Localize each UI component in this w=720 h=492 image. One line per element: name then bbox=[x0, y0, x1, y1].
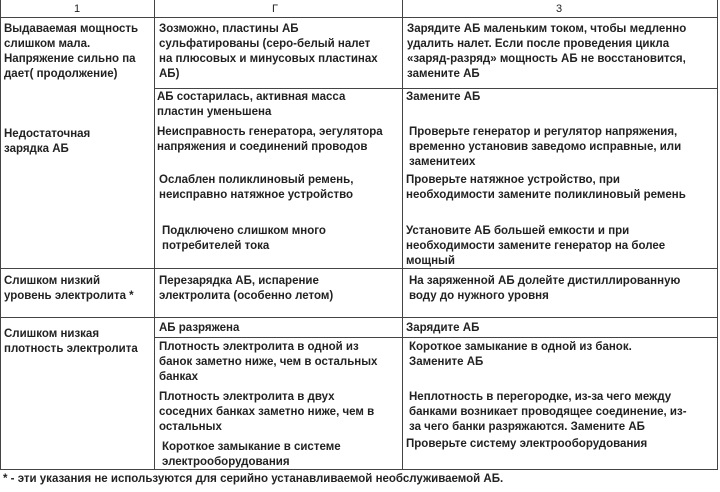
row-divider-power bbox=[154, 88, 718, 89]
column-divider-1 bbox=[154, 0, 155, 470]
column-divider-2 bbox=[402, 0, 403, 470]
remedy-charge-divider bbox=[402, 337, 718, 338]
cause-discharged: АБ разряжена bbox=[159, 322, 240, 334]
column-number-3: 3 bbox=[556, 3, 563, 15]
cause-short-circuit: Короткое замыкание в системе электрооборудования bbox=[162, 441, 341, 468]
symptom-low-density: Слишком низкая плотность электролита bbox=[4, 328, 138, 355]
header-divider bbox=[0, 17, 718, 18]
table-border-right bbox=[717, 0, 718, 470]
row-divider-low-level bbox=[0, 317, 718, 318]
remedy-check-electrical-system: Проверьте систему электрооборудования bbox=[406, 438, 648, 450]
remedy-partition-leak: Неплотность в перегородке, из-за чего между банками возникает проводящее соединение, из- за чего банки разряжаются. Замените АБ bbox=[409, 391, 687, 433]
cause-too-many-consumers: Подключено слишком много потребителей тока bbox=[162, 225, 326, 252]
footnote: * - эти указания не используются для серийно устанавливаемой необслуживаемой АБ. bbox=[3, 473, 504, 485]
cause-one-cell-low: Плотность электролита в одной из банок заметно ниже, чем в остальных банках bbox=[159, 341, 378, 383]
cause-two-cells-low: Плотность электролита в двух соседних банках заметно ниже, чем в остальных bbox=[159, 391, 375, 433]
column-number-2: Г bbox=[272, 3, 278, 15]
remedy-bigger-battery: Установите АБ большей емкости и при необходимости замените генератор на более мощный bbox=[406, 225, 666, 267]
symptom-low-level: Слишком низкий уровень электролита * bbox=[4, 275, 134, 302]
remedy-replace-battery: Замените АБ bbox=[406, 91, 481, 103]
table-border-bottom bbox=[0, 469, 718, 470]
symptom-undercharge: Недостаточная зарядка АБ bbox=[4, 128, 91, 155]
remedy-slow-charge: Зарядите АБ маленьким током, чтобы медленно удалить налет. Если после проведения цикла «заряд-разряд» мощность АБ не восстановится, замените АБ bbox=[407, 23, 687, 80]
cause-battery-aged: АБ состарилась, активная масса пластин уменьшена bbox=[157, 91, 346, 118]
remedy-short-in-cell: Короткое замыкание в одной из банок. Замените АБ bbox=[409, 341, 632, 368]
symptom-power-low: Выдаваемая мощность слишком мала. Напряжение сильно па дает( продолжение) bbox=[4, 23, 139, 80]
cause-sulfation: Зозможно, пластины АБ сульфатированы (серо-белый налет на плюсовых и минусовых пластинах АБ) bbox=[159, 23, 378, 80]
cause-discharged-divider bbox=[154, 337, 402, 338]
remedy-check-generator: Проверьте генератор и регулятор напряжения, временно установив заведомо исправные, или заменитеих bbox=[409, 126, 682, 168]
remedy-check-tensioner: Проверьте натяжное устройство, при необходимости замените поликлиновый ремень bbox=[406, 174, 686, 201]
cause-overcharge: Перезарядка АБ, испарение электролита (особенно летом) bbox=[159, 275, 334, 302]
column-number-1: 1 bbox=[74, 3, 81, 15]
remedy-add-distilled-water: На заряженной АБ долейте дистиллированную воду до нужного уровня bbox=[409, 275, 681, 302]
cause-generator-fault: Неисправность генератора, эегулятора напряжения и соединений проводов bbox=[157, 126, 383, 153]
table-border-left bbox=[0, 0, 1, 470]
cause-belt-loose: Ослаблен поликлиновый ремень, неисправно натяжное устройство bbox=[159, 174, 354, 201]
remedy-charge-battery: Зарядите АБ bbox=[406, 322, 480, 334]
